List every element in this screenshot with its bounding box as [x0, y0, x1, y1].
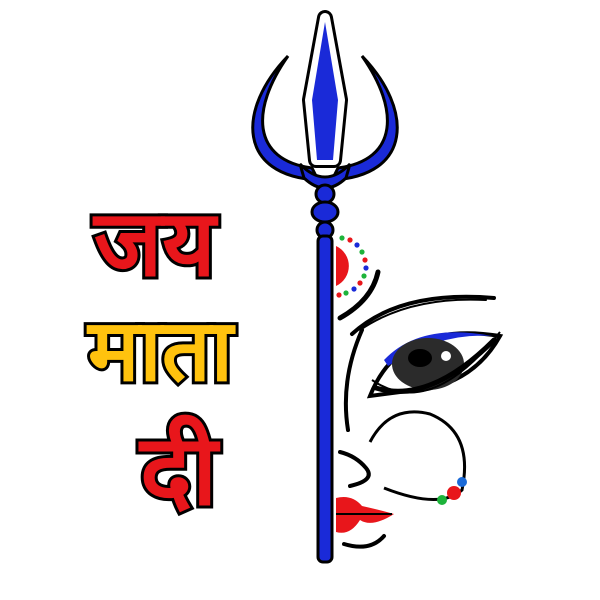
mata-text: माता — [88, 301, 233, 401]
durga-face-illustration — [336, 235, 500, 546]
di-text: दी — [140, 414, 218, 528]
trishul-icon — [253, 18, 397, 562]
jai-text: जय — [94, 190, 216, 297]
